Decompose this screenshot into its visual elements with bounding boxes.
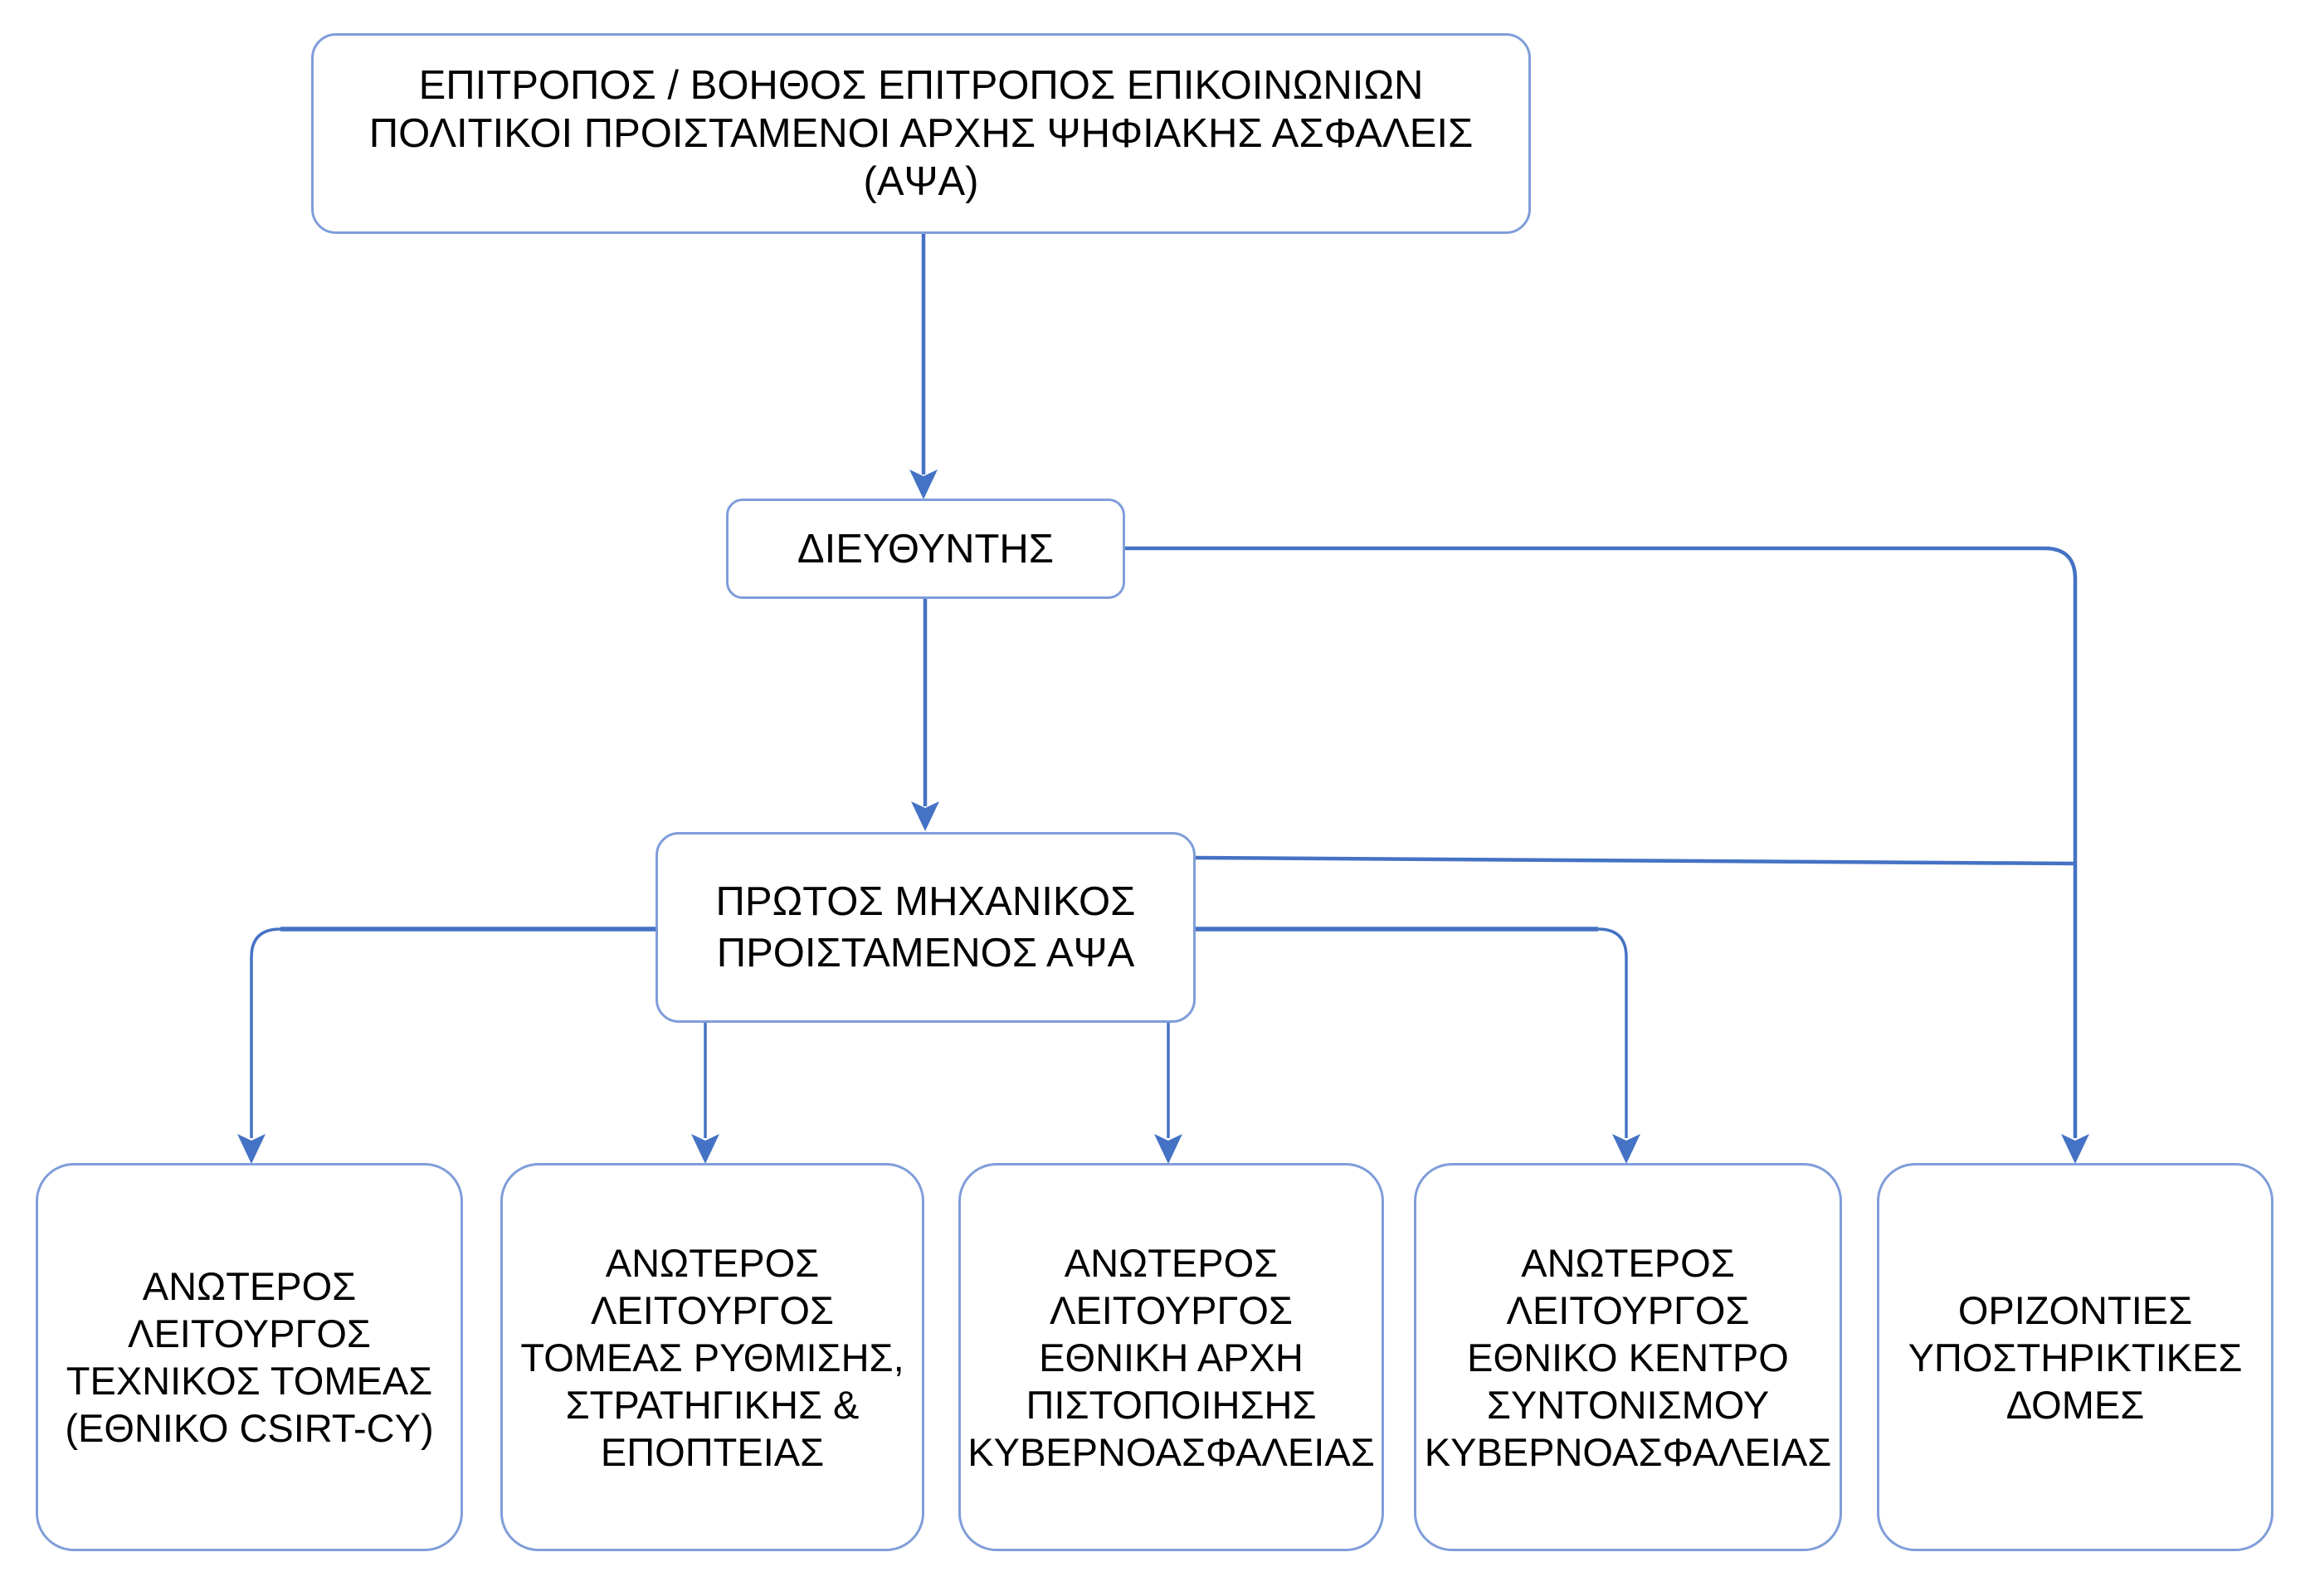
node-commissioner-label: ΕΠΙΤΡΟΠΟΣ / ΒΟΗΘΟΣ ΕΠΙΤΡΟΠΟΣ ΕΠΙΚΟΙΝΩΝΙΩΝ ΠΟΛΙΤΙΚΟΙ ΠΡΟΙΣΤΑΜΕΝΟΙ ΑΡΧΗΣ ΨΗΦΙΑΚΗΣ ΑΣΦΑΛΕΙΣ (ΑΨΑ) xyxy=(368,63,1474,204)
node-unit-horizontal-support-structures xyxy=(1877,1163,2273,1551)
node-unit-regulation-strategy-supervision xyxy=(500,1163,924,1551)
node-director xyxy=(726,499,1125,599)
node-chief-engineer-label: ΠΡΩΤΟΣ ΜΗΧΑΝΙΚΟΣ ΠΡΟΙΣΤΑΜΕΝΟΣ ΑΨΑ xyxy=(715,879,1136,976)
connector-chief-to-right-vertical xyxy=(1196,858,2074,864)
node-unit-coordination-center-label: ΑΝΩΤΕΡΟΣ ΛΕΙΤΟΥΡΓΟΣ ΕΘΝΙΚΟ ΚΕΝΤΡΟ ΣΥΝΤΟΝΙΣΜΟΥ ΚΥΒΕΡΝΟΑΣΦΑΛΕΙΑΣ xyxy=(1424,1240,1832,1474)
connector-chief-to-unit1 xyxy=(251,929,280,1138)
node-director-label: ΔΙΕΥΘΥΝΤΗΣ xyxy=(797,526,1055,572)
node-unit-regulation-strategy-supervision-label: ΑΝΩΤΕΡΟΣ ΛΕΙΤΟΥΡΓΟΣ ΤΟΜΕΑΣ ΡΥΘΜΙΣΗΣ, ΣΤΡΑΤΗΓΙΚΗΣ & ΕΠΟΠΤΕΙΑΣ xyxy=(520,1240,904,1474)
arrowhead-unit4 xyxy=(1612,1134,1640,1164)
node-unit-certification-authority xyxy=(958,1163,1384,1551)
connector-chief-to-unit4 xyxy=(1598,929,1626,1138)
node-unit-technical-sector-csirt-label: ΑΝΩΤΕΡΟΣ ΛΕΙΤΟΥΡΓΟΣ ΤΕΧΝΙΚΟΣ ΤΟΜΕΑΣ (ΕΘΝΙΚΟ CSIRT-CY) xyxy=(65,1264,434,1450)
node-unit-coordination-center xyxy=(1414,1163,1842,1551)
arrowhead-unit3 xyxy=(1154,1134,1182,1164)
node-commissioner xyxy=(311,33,1531,234)
connector-director-to-unit5 xyxy=(1125,548,2075,1138)
arrowhead-unit5 xyxy=(2061,1134,2089,1164)
node-chief-engineer xyxy=(655,832,1196,1023)
node-unit-horizontal-support-structures-label: ΟΡΙΖΟΝΤΙΕΣ ΥΠΟΣΤΗΡΙΚΤΙΚΕΣ ΔΟΜΕΣ xyxy=(1908,1287,2243,1427)
node-unit-technical-sector-csirt xyxy=(36,1163,463,1551)
node-unit-certification-authority-label: ΑΝΩΤΕΡΟΣ ΛΕΙΤΟΥΡΓΟΣ ΕΘΝΙΚΗ ΑΡΧΗ ΠΙΣΤΟΠΟΙΗΣΗΣ ΚΥΒΕΡΝΟΑΣΦΑΛΕΙΑΣ xyxy=(967,1240,1375,1474)
arrowhead-unit1 xyxy=(237,1134,266,1164)
arrowhead-unit2 xyxy=(691,1134,719,1164)
